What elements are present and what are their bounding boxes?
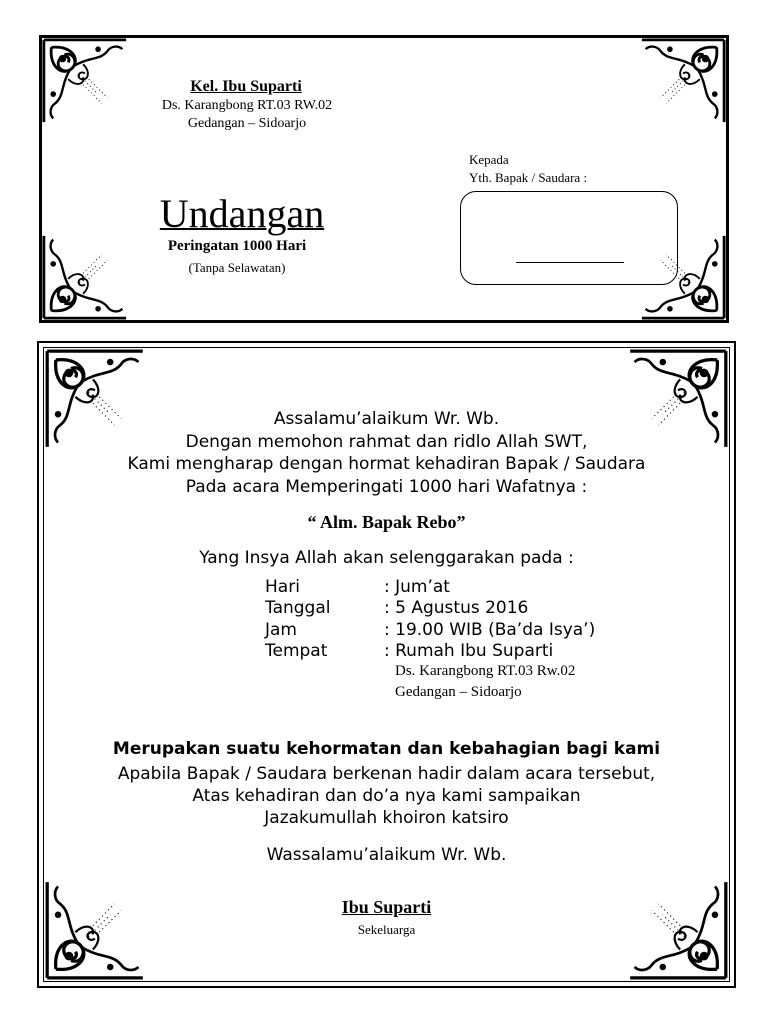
sender-address: Ds. Karangbong RT.03 RW.02 (161, 98, 333, 113)
detail-value: : Jum’at (384, 577, 450, 597)
envelope (39, 35, 729, 323)
signature-name: Ibu Suparti (341, 897, 432, 917)
invitation-note: (Tanpa Selawatan) (188, 260, 286, 275)
closing-line: Atas kehadiran dan do’a nya kami sampaikan (192, 786, 581, 806)
body-line: Kami mengharap dengan hormat kehadiran Bapak / Saudara (127, 454, 646, 474)
venue-city: Gedangan – Sidoarjo (395, 684, 522, 700)
recipient-name-line (516, 262, 624, 263)
detail-value: : 5 Agustus 2016 (384, 598, 529, 618)
recipient-salutation: Yth. Bapak / Saudara : (469, 170, 588, 185)
event-intro: Yang Insya Allah akan selenggarakan pada : (199, 548, 574, 568)
corner-ornament-icon (42, 234, 128, 320)
venue-address: Ds. Karangbong RT.03 Rw.02 (395, 663, 576, 679)
closing-line: Jazakumullah khoiron katsiro (264, 808, 509, 828)
greeting: Assalamu’alaikum Wr. Wb. (273, 409, 500, 429)
corner-ornament-icon (640, 38, 726, 124)
detail-label: Hari (265, 577, 300, 597)
detail-label: Tanggal (265, 598, 331, 618)
farewell: Wassalamu’alaikum Wr. Wb. (266, 845, 507, 865)
corner-ornament-icon (42, 38, 128, 124)
detail-label: Jam (265, 620, 297, 640)
deceased-name: “ Alm. Bapak Rebo” (307, 512, 466, 532)
closing-line: Apabila Bapak / Saudara berkenan hadir dalam acara tersebut, (117, 764, 656, 784)
sender-name: Kel. Ibu Suparti (190, 78, 302, 95)
recipient-label: Kepada (469, 152, 509, 167)
invitation-title: Undangan (159, 191, 325, 236)
detail-label: Tempat (265, 641, 328, 661)
closing-bold: Merupakan suatu kehormatan dan kebahagian bagi kami (112, 739, 661, 759)
body-line: Pada acara Memperingati 1000 hari Wafatnya : (185, 477, 588, 497)
signature-sub: Sekeluarga (357, 922, 416, 937)
detail-value: : 19.00 WIB (Ba’da Isya’) (384, 620, 596, 640)
invitation-subtitle: Peringatan 1000 Hari (167, 238, 307, 254)
body-line: Dengan memohon rahmat dan ridlo Allah SWT, (185, 432, 588, 452)
recipient-address-box (460, 191, 678, 285)
detail-value: : Rumah Ibu Suparti (384, 641, 554, 661)
sender-city: Gedangan – Sidoarjo (187, 116, 307, 131)
